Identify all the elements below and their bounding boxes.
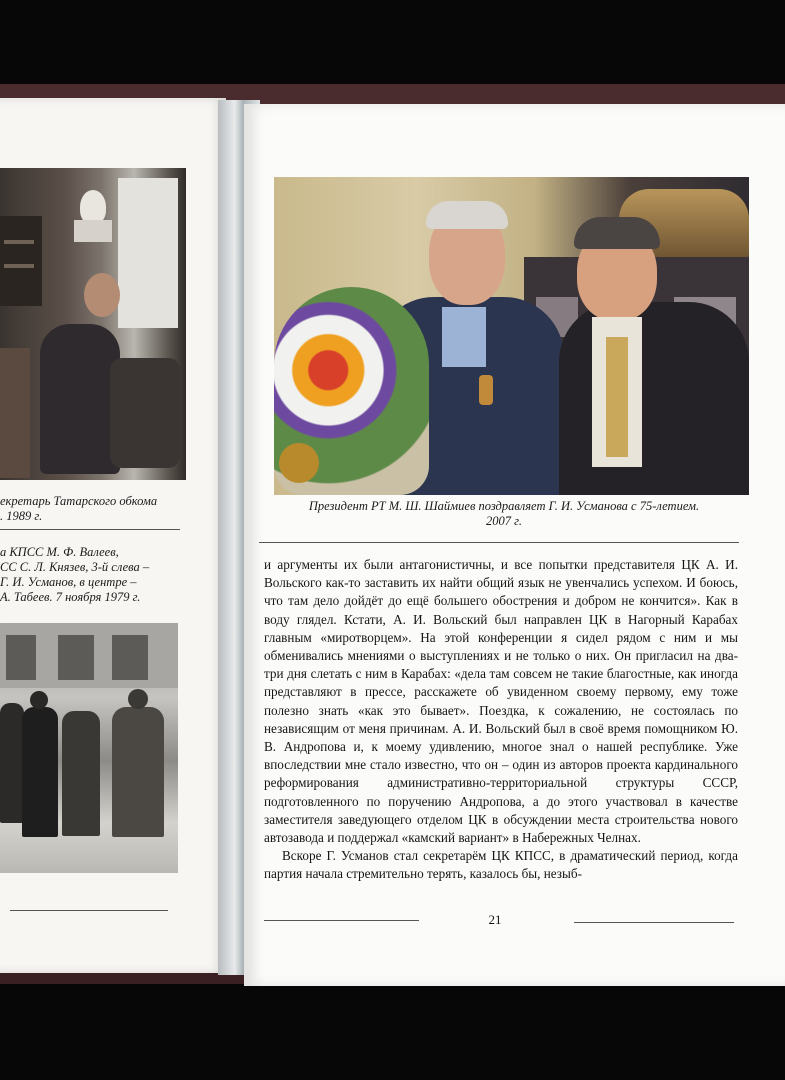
left-divider-bottom bbox=[10, 910, 168, 911]
left-divider-top bbox=[0, 529, 180, 530]
caption-line: . 1989 г. bbox=[0, 509, 43, 523]
footer-rule-right bbox=[574, 922, 734, 923]
award-photo bbox=[274, 177, 749, 495]
caption-office bbox=[0, 494, 200, 524]
footer-rule-left bbox=[264, 920, 419, 921]
left-page bbox=[0, 98, 226, 973]
paragraph: Вскоре Г. Усманов стал секретарём ЦК КПСС, в драматический период, когда партия начала стремительно терять, казалось бы, незыб- bbox=[264, 848, 738, 882]
body-text bbox=[264, 556, 738, 884]
caption-line: А. Табеев. 7 ноября 1979 г. bbox=[0, 590, 141, 604]
caption-line: 2007 г. bbox=[486, 514, 522, 528]
caption-line: Президент РТ М. Ш. Шаймиев поздравляет Г. И. Усманова с 75-летием. bbox=[308, 499, 700, 513]
page-number: 21 bbox=[488, 912, 502, 927]
paragraph: и аргументы их были антагонистичны, и все попытки представителя ЦК А. И. Вольского как-то заставить их найти общий язык не увенчались успехом. И боюсь, что там дело дойдёт до ещё большего обострения и добром не кончится». Как в воду глядел. Кстати, А. И. Вольский был направлен ЦК в Нагорный Карабах главным «миротворцем». На этой конференции я сидел рядом с ним и мы обменивались мнениями о выступлениях и не только о них. Он пригласил на два-три дня слетать с ним в Карабах: «дела там совсем не такие благостные, как иногда представляют в прессе, расскажете об увиденном своему первому, ему тоже полезно знать «как это бывает». Поездка, к сожалению, не состоялась по независящим от меня причинам. А. И. Вольский был в своё время помощником Ю. В. Андропова и, к моему удивлению, многое знал о нашей республике. Уже впоследствии мне стало известно, что он – один из авторов проекта кардинального реформирования административно-территориальной структуры СССР, подготовленного по поручению Андропова, а до этого участвовал в качестве заместителя заведующего отделом ЦК в обсуждении места строительства нового автозавода и поддержал «камский вариант» в Набережных Челнах. bbox=[264, 557, 738, 846]
right-page bbox=[244, 104, 785, 986]
caption-line: а КПСС М. Ф. Валеев, bbox=[0, 545, 119, 559]
march-photo bbox=[0, 623, 178, 873]
caption-line: Г. И. Усманов, в центре – bbox=[0, 575, 137, 589]
office-photo bbox=[0, 168, 186, 480]
caption-line: екретарь Татарского обкома bbox=[0, 494, 158, 508]
photo-caption bbox=[264, 499, 744, 529]
caption-march bbox=[0, 545, 205, 605]
right-divider-top bbox=[259, 542, 739, 543]
caption-line: СС С. Л. Князев, 3-й слева – bbox=[0, 560, 150, 574]
